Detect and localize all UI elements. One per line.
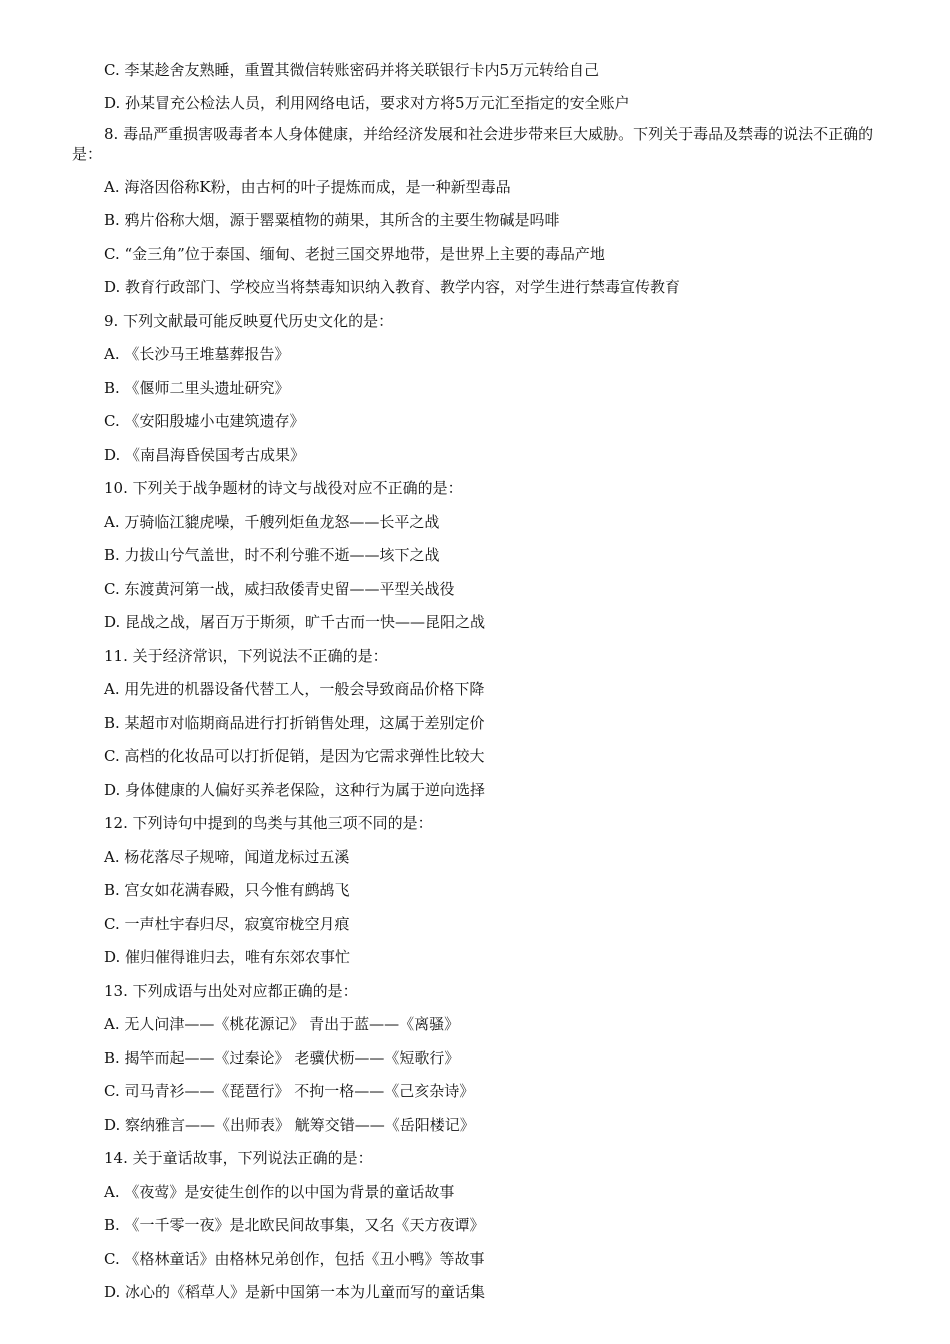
q7-option-c: C. 李某趁舍友熟睡，重置其微信转账密码并将关联银行卡内5万元转给自己 bbox=[104, 61, 600, 79]
q13-option-c: C. 司马青衫——《琵琶行》 不拘一格——《己亥杂诗》 bbox=[104, 1082, 475, 1100]
q11-option-c: C. 高档的化妆品可以打折促销，是因为它需求弹性比较大 bbox=[104, 747, 485, 765]
q8-option-a: A. 海洛因俗称K粉，由古柯的叶子提炼而成，是一种新型毒品 bbox=[104, 178, 511, 196]
q14-option-d: D. 冰心的《稻草人》是新中国第一本为儿童而写的童话集 bbox=[104, 1283, 486, 1301]
q11-option-a: A. 用先进的机器设备代替工人，一般会导致商品价格下降 bbox=[104, 680, 485, 698]
q9-option-a: A. 《长沙马王堆墓葬报告》 bbox=[104, 345, 290, 363]
q13-option-d: D. 察纳雅言——《出师表》 觥筹交错——《岳阳楼记》 bbox=[104, 1116, 475, 1134]
q8-option-d: D. 教育行政部门、学校应当将禁毒知识纳入教育、教学内容，对学生进行禁毒宣传教育 bbox=[104, 278, 681, 296]
q10-option-d: D. 昆战之战，屠百万于斯须，旷千古而一快——昆阳之战 bbox=[104, 613, 486, 631]
q12-option-d: D. 催归催得谁归去，唯有东郊农事忙 bbox=[104, 948, 351, 966]
q13-option-b: B. 揭竿而起——《过秦论》 老骥伏枥——《短歌行》 bbox=[104, 1049, 460, 1067]
q14-option-b: B. 《一千零一夜》是北欧民间故事集，又名《天方夜谭》 bbox=[104, 1216, 485, 1234]
q9-option-c: C. 《安阳殷墟小屯建筑遗存》 bbox=[104, 412, 305, 430]
q13-stem: 13. 下列成语与出处对应都正确的是： bbox=[104, 982, 358, 1000]
q12-option-b: B. 宫女如花满春殿，只今惟有鹧鸪飞 bbox=[104, 881, 350, 899]
q9-option-b: B. 《偃师二里头遗址研究》 bbox=[104, 379, 290, 397]
q10-stem: 10. 下列关于战争题材的诗文与战役对应不正确的是： bbox=[104, 479, 463, 497]
q7-option-d: D. 孙某冒充公检法人员，利用网络电话，要求对方将5万元汇至指定的安全账户 bbox=[104, 94, 630, 112]
q8-option-c: C. “金三角”位于泰国、缅甸、老挝三国交界地带，是世界上主要的毒品产地 bbox=[104, 245, 605, 263]
q8-option-b: B. 鸦片俗称大烟，源于罂粟植物的蒴果，其所含的主要生物碱是吗啡 bbox=[104, 211, 560, 229]
q9-stem: 9. 下列文献最可能反映夏代历史文化的是： bbox=[104, 312, 394, 330]
q11-option-d: D. 身体健康的人偏好买养老保险，这种行为属于逆向选择 bbox=[104, 781, 486, 799]
q10-option-a: A. 万骑临江貔虎噪，千艘列炬鱼龙怒——长平之战 bbox=[104, 513, 440, 531]
q9-option-d: D. 《南昌海昏侯国考古成果》 bbox=[104, 446, 306, 464]
q8-stem: 8. 毒品严重损害吸毒者本人身体健康，并给经济发展和社会进步带来巨大威胁。下列关于毒品及禁毒的说法不正确的是： bbox=[72, 125, 874, 163]
q10-option-b: B. 力拔山兮气盖世，时不利兮骓不逝——垓下之战 bbox=[104, 546, 440, 564]
q12-stem: 12. 下列诗句中提到的鸟类与其他三项不同的是： bbox=[104, 814, 433, 832]
q11-option-b: B. 某超市对临期商品进行打折销售处理，这属于差别定价 bbox=[104, 714, 485, 732]
q11-stem: 11. 关于经济常识，下列说法不正确的是： bbox=[104, 647, 388, 665]
q12-option-a: A. 杨花落尽子规啼，闻道龙标过五溪 bbox=[104, 848, 350, 866]
q14-stem: 14. 关于童话故事，下列说法正确的是： bbox=[104, 1149, 373, 1167]
q12-option-c: C. 一声杜宇春归尽，寂寞帘栊空月痕 bbox=[104, 915, 350, 933]
q13-option-a: A. 无人问津——《桃花源记》 青出于蓝——《离骚》 bbox=[104, 1015, 460, 1033]
q10-option-c: C. 东渡黄河第一战，威扫敌倭青史留——平型关战役 bbox=[104, 580, 455, 598]
q14-option-c: C. 《格林童话》由格林兄弟创作，包括《丑小鸭》等故事 bbox=[104, 1250, 485, 1268]
q14-option-a: A. 《夜莺》是安徒生创作的以中国为背景的童话故事 bbox=[104, 1183, 455, 1201]
